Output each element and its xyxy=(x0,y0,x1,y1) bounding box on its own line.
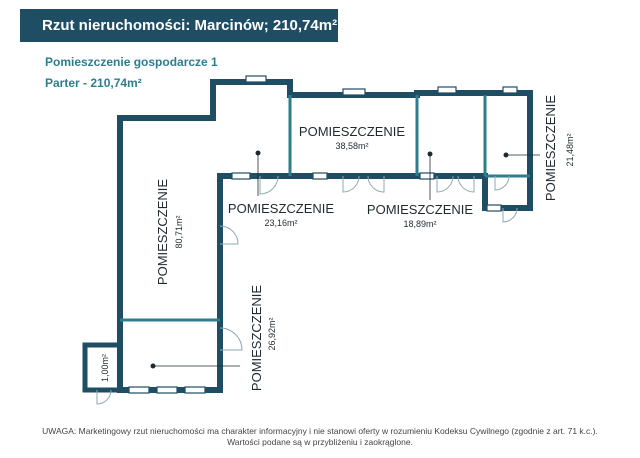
room-area-right: 21,48m² xyxy=(565,133,575,167)
room-area-large-left: 80,71m² xyxy=(174,215,184,249)
subtitle-room-type: Pomieszczenie gospodarcze 1 xyxy=(45,55,218,69)
disclaimer-line-2: Wartości podane są w przybliżeniu i zaokrąglone. xyxy=(227,437,413,447)
room-marker-lines xyxy=(153,153,540,366)
room-area-mid: 18,89m² xyxy=(403,219,437,229)
subtitle-floor-area: Parter - 210,74m² xyxy=(45,76,142,90)
header-title: Rzut nieruchomości: Marcinów; 210,74m² xyxy=(42,17,338,34)
room-name-hall: POMIESZCZENIE xyxy=(227,201,335,216)
room-area-top-center: 38,58m² xyxy=(335,141,369,151)
disclaimer-line-1: UWAGA: Marketingowy rzut nieruchomości ma charakter informacyjny i nie stanowi oferty w rozumieniu Kodeksu Cywilnego (zgodnie z art. 71 k.c.). xyxy=(42,426,598,436)
room-markers xyxy=(151,151,509,369)
room-name-top-center: POMIESZCZENIE xyxy=(298,124,406,139)
room-area-hall: 23,16m² xyxy=(264,218,298,228)
room-area-bottom: 26,92m² xyxy=(267,317,277,351)
room-area-small: 1,00m² xyxy=(100,353,110,383)
room-name-large-left: POMIESZCZENIE xyxy=(155,178,170,286)
disclaimer xyxy=(0,426,640,448)
room-name-mid: POMIESZCZENIE xyxy=(366,202,474,217)
room-name-right: POMIESZCZENIE xyxy=(543,94,558,202)
room-name-bottom: POMIESZCZENIE xyxy=(249,284,264,392)
